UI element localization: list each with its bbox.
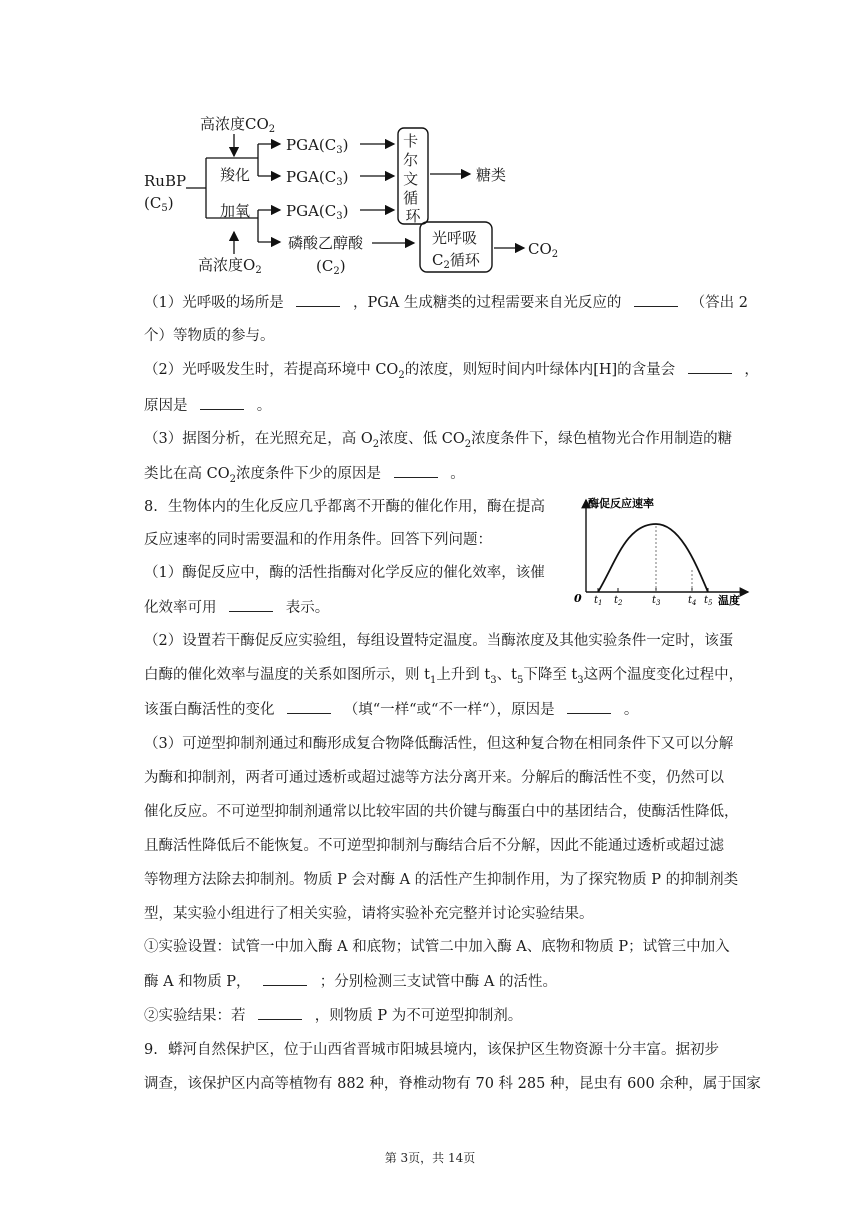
- q9-line2: 调查，该保护区内高等植物有 882 种，脊椎动物有 70 科 285 种，昆虫有 600 余种，属于国家: [144, 1076, 761, 1092]
- blank: [296, 292, 340, 307]
- q7-part3-line2: 类比在高 $CO_2$浓度条件下少的原因是 。: [144, 463, 764, 490]
- q8-part3-line3: 催化反应。不可逆型抑制剂通常以比较牢固的共价键与酶蛋白中的基团结合，使酶活性降低，: [144, 804, 739, 820]
- calvin-cycle-label: 卡 尔 文 循 环: [403, 132, 421, 225]
- blank: [394, 463, 438, 478]
- pga-label-2: $PGA(C_3)$: [286, 168, 349, 188]
- q8-part2-line1: （2）设置若干酶促反应实验组，每组设置特定温度。当酶浓度及其他实验条件一定时，该蛋: [144, 633, 734, 649]
- carboxylation-label: 羧化: [220, 166, 251, 184]
- q8-part2-line3: 该蛋白酶活性的变化 （填“一样“或“不一样“），原因是 。: [144, 699, 764, 720]
- q8-intro-line2: 反应速率的同时需要温和的作用条件。回答下列问题：: [144, 532, 492, 548]
- blank: [258, 1005, 302, 1020]
- q8-part3-line6: 型，某实验小组进行了相关实验，请将实验补充完整并讨论实验结果。: [144, 906, 594, 922]
- high-co2-label: 高浓度$CO_2$: [200, 115, 276, 135]
- q8-part3-line2: 为酶和抑制剂，两者可通过透析或超过滤等方法分离开来。分解后的酶活性不变，仍然可以: [144, 770, 724, 786]
- co2-output-label: $CO_2$: [528, 240, 559, 260]
- q8-intro-line1: 生物体内的生化反应几乎都离不开酶的催化作用，酶在提高: [168, 499, 545, 515]
- photorespiration-diagram: [138, 108, 568, 278]
- blank: [567, 699, 611, 714]
- q9-line1: 蟒河自然保护区，位于山西省晋城市阳城县境内，该保护区生物资源十分丰富。据初步: [168, 1042, 719, 1058]
- phosphoglycolate-label: 磷酸乙醇酸: [288, 234, 364, 252]
- rubp-label: RuBP: [144, 172, 187, 190]
- sugars-label: 糖类: [476, 166, 507, 184]
- q8-number: 8.: [144, 499, 158, 515]
- blank: [688, 359, 732, 374]
- x-tick-label-2: $t_2$: [614, 595, 623, 607]
- q7-part3-line1: （3）据图分析，在光照充足，高 $O_2$浓度、低 $CO_2$浓度条件下，绿色植物光合作用制造的糖: [144, 431, 733, 450]
- c2-cycle-label: $C_2$循环: [432, 251, 480, 271]
- blank: [229, 597, 273, 612]
- blank: [263, 971, 307, 986]
- pga-label-3: $PGA(C_3)$: [286, 202, 349, 222]
- rate-curve: [598, 524, 708, 592]
- q7-part2-line2: 原因是 。: [144, 395, 764, 416]
- q7-part1-line1: （1）光呼吸的场所是 ，PGA 生成糖类的过程需要来自光反应的 （答出 2: [144, 292, 764, 313]
- blank: [200, 395, 244, 410]
- pga-label-1: $PGA(C_3)$: [286, 136, 349, 156]
- x-tick-label-4: $t_4$: [688, 595, 697, 607]
- q8-part3-line4: 且酶活性降低后不能恢复。不可逆型抑制剂与酶结合后不分解，因此不能通过透析或超过滤: [144, 838, 724, 854]
- c5-label: $(C_5)$: [144, 194, 174, 214]
- c2-label: $(C_2)$: [316, 257, 346, 277]
- x-axis-label: 温度: [718, 594, 740, 607]
- q8-part1-line2: 化效率可用 表示。: [144, 597, 564, 618]
- q8-setup-line1: ①实验设置：试管一中加入酶 A 和底物；试管二中加入酶 A、底物和物质 P；试管三中加入: [144, 939, 730, 955]
- q8-result-line: ②实验结果：若 ，则物质 P 为不可逆型抑制剂。: [144, 1005, 764, 1026]
- origin-label: 0: [574, 592, 582, 605]
- y-axis-label: 酶促反应速率: [588, 497, 654, 510]
- oxygenation-label: 加氧: [220, 202, 251, 220]
- high-o2-label: 高浓度$O_2$: [198, 256, 262, 276]
- x-tick-label-3: $t_3$: [652, 595, 661, 607]
- q9-number: 9.: [144, 1042, 158, 1058]
- q7-part2-line1: （2）光呼吸发生时，若提高环境中 $CO_2$的浓度，则短时间内叶绿体内[H]的含量会 ，: [144, 359, 764, 386]
- blank: [287, 699, 331, 714]
- q8-part2-line2: 白酶的催化效率与温度的关系如图所示，则 $t_1$上升到 $t_3$、$t_5$下降至 $t_3$这两个温度变化过程中，: [144, 667, 744, 686]
- q8-part3-line1: （3）可逆型抑制剂通过和酶形成复合物降低酶活性，但这种复合物在相同条件下又可以分解: [144, 736, 734, 752]
- photorespiration-label: 光呼吸: [432, 229, 478, 247]
- page-footer: 第 3页，共 14页: [384, 1151, 476, 1165]
- q7-part1-line2: 个）等物质的参与。: [144, 328, 275, 344]
- q8-setup-line2: 酶 A 和物质 P， ；分别检测三支试管中酶 A 的活性。: [144, 971, 764, 992]
- blank: [634, 292, 678, 307]
- q8-part1-line1: （1）酶促反应中，酶的活性指酶对化学反应的催化效率，该催: [144, 565, 545, 581]
- enzyme-rate-chart: [568, 494, 754, 612]
- x-tick-label-1: $t_1$: [594, 595, 603, 607]
- x-tick-label-5: $t_5$: [704, 595, 713, 607]
- q8-part3-line5: 等物理方法除去抑制剂。物质 P 会对酶 A 的活性产生抑制作用，为了探究物质 P 的抑制剂类: [144, 872, 739, 888]
